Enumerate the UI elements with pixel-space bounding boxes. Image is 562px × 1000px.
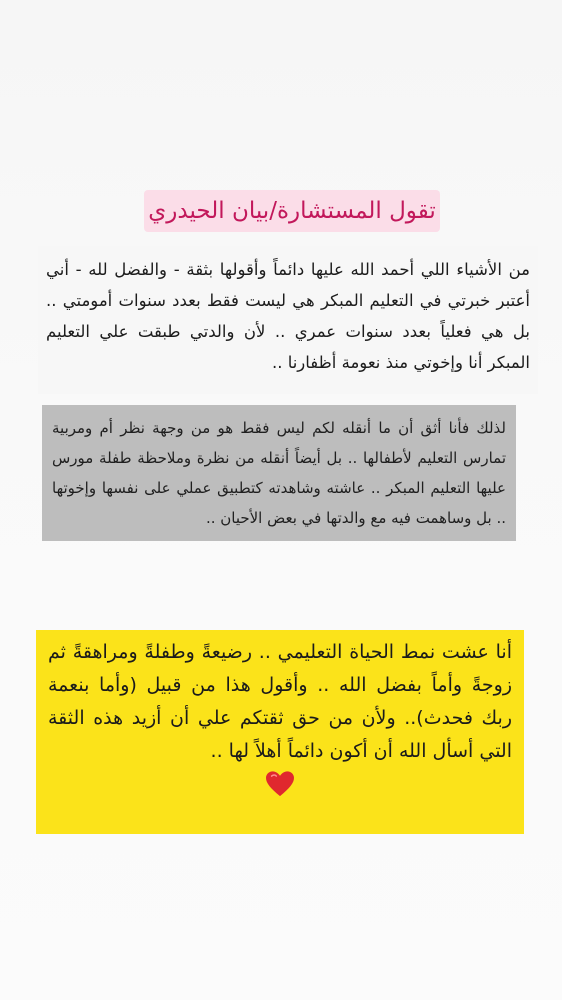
paragraph-1: من الأشياء اللي أحمد الله عليها دائماً وأقولها بثقة - والفضل لله - أني أعتبر خبرتي في التعليم المبكر هي ليست فقط بعدد سنوات أمومتي .. بل هي فعلياً بعدد سنوات عمري .. لأن والدتي طبقت علي التعليم المبكر أنا وإخوتي منذ نعومة أظفارنا .. [46, 260, 530, 372]
paragraph-3: أنا عشت نمط الحياة التعليمي .. رضيعةً وطفلةً ومراهقةً ثم زوجةً وأماً بفضل الله .. وأقول هذا من قبيل (وأما بنعمة ربك فحدث).. ولأن من حق ثقتكم علي أن أزيد هذه الثقة التي أسأل الله أن أكون دائماً أهلاً لها .. [48, 641, 512, 762]
paragraph-2: لذلك فأنا أثق أن ما أنقله لكم ليس فقط هو من وجهة نظر أم ومربية تمارس التعليم لأطفالها .. بل أيضاً أنقله من نظرة وملاحظة طفلة مورس عليها التعليم المبكر .. عاشته وشاهدته كتطبيق عملي على نفسها وإخوتها .. بل وساهمت فيه مع والدتها في بعض الأحيان .. [52, 419, 506, 527]
story-title: تقول المستشارة/بيان الحيدري [148, 198, 436, 224]
paragraph-plain-box [38, 246, 538, 394]
heart-row [48, 770, 512, 802]
title-highlight [144, 190, 440, 232]
red-heart-icon [265, 770, 295, 798]
paragraph-yellow-highlight [36, 630, 524, 834]
paragraph-gray-highlight [42, 405, 516, 541]
